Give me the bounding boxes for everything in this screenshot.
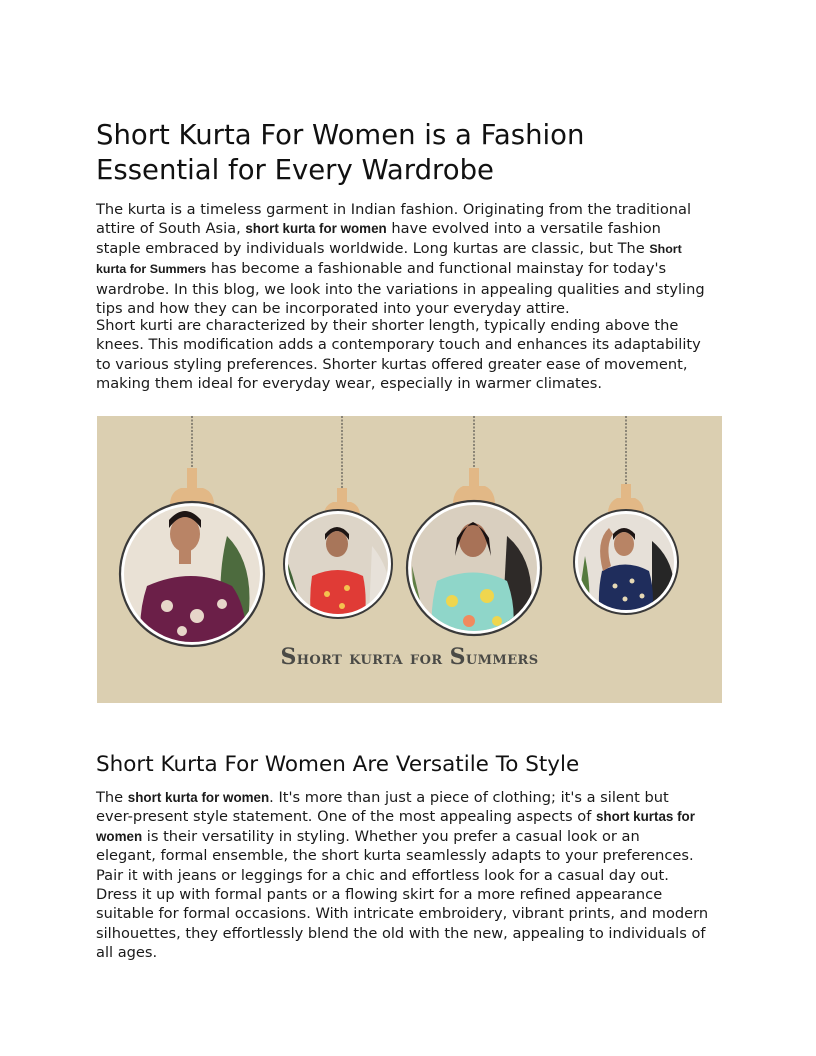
banner-caption (97, 644, 722, 670)
text-run: tips and how they can be incorporated into your everyday attire. (96, 300, 570, 318)
text-run: . It's more than just a piece of clothing; it's a silent but (269, 789, 669, 806)
text-line (96, 355, 701, 374)
text-run: have evolved into a versatile fashion (386, 220, 661, 238)
text-run: is their versatility in styling. Whether you prefer a casual look or an (142, 827, 640, 845)
text-run: staple embraced by individuals worldwide. Long kurtas are classic, but The (96, 239, 650, 257)
bold-keyword: short kurta for women (245, 221, 387, 237)
text-line (96, 316, 701, 335)
text-line (96, 200, 705, 219)
bold-keyword: short kurtas for (595, 809, 695, 825)
banner-caption-part-2: ummers (465, 647, 539, 669)
intro-paragraph (96, 200, 705, 318)
text-run: suitable for formal occasions. With intricate embroidery, vibrant prints, and modern (96, 905, 709, 923)
text-line (96, 904, 708, 923)
text-run: all ages. (96, 944, 158, 962)
text-run: wardrobe. In this blog, we look into the variations in appealing qualities and styling (96, 280, 705, 298)
text-run: to various styling preferences. Shorter kurtas offered greater ease of movement, (96, 355, 688, 373)
photo-woman-in-red-floral-kurta (282, 510, 397, 621)
text-line (96, 943, 708, 962)
text-line (96, 335, 701, 354)
text-run: Dress it up with formal pants or a flowing skirt for a more refined appearance (96, 886, 663, 904)
short-kurta-summers-banner (97, 416, 722, 703)
short-kurti-paragraph (96, 316, 701, 394)
text-line (96, 827, 708, 846)
text-run: Pair it with jeans or leggings for a chic and effortless look for a casual day out. (96, 866, 669, 884)
text-line (96, 259, 705, 279)
text-run: Short kurti are characterized by their shorter length, typically ending above the (96, 317, 679, 334)
text-line (96, 866, 708, 885)
banner-caption-part-1: hort kurta for (296, 647, 450, 669)
bold-keyword: kurta for Summers (96, 262, 207, 277)
text-line (96, 239, 705, 259)
text-run: silhouettes, they effortlessly blend the old with the new, appealing to individuals of (96, 924, 706, 942)
bold-keyword: women (96, 828, 143, 844)
bold-keyword: Short (649, 241, 682, 256)
text-line (96, 280, 705, 299)
ornament-caps (170, 468, 644, 518)
page-title: Short Kurta For Women is a Fashion Essential for Every Wardrobe (96, 119, 585, 186)
text-line (96, 219, 705, 238)
photo-woman-in-mint-floral-kurta (405, 501, 545, 641)
text-run: The (96, 789, 128, 806)
photo-woman-in-navy-printed-kurta (572, 510, 682, 616)
text-run: has become a fashionable and functional mainstay for today's (206, 260, 667, 278)
text-line (96, 807, 708, 826)
text-line (96, 374, 701, 393)
section-heading: Short Kurta For Women Are Versatile To Style (96, 752, 580, 777)
text-line (96, 885, 708, 904)
versatile-paragraph (96, 788, 708, 963)
text-line (96, 846, 708, 865)
photo-woman-in-purple-floral-kurta (117, 501, 267, 651)
hanging-strings (192, 416, 626, 488)
text-line (96, 924, 708, 943)
text-run: attire of South Asia, (96, 220, 246, 238)
text-run: elegant, formal ensemble, the short kurta seamlessly adapts to your preferences. (96, 847, 694, 865)
text-run: making them ideal for everyday wear, especially in warmer climates. (96, 375, 602, 393)
text-run: The kurta is a timeless garment in Indian fashion. Originating from the traditional (96, 201, 692, 218)
text-line (96, 788, 708, 807)
banner-caption-initial-2: S (449, 644, 466, 670)
text-run: ever-present style statement. One of the most appealing aspects of (96, 808, 596, 826)
banner-caption-initial-1: S (280, 644, 297, 670)
text-run: knees. This modification adds a contemporary touch and enhances its adaptability (96, 336, 701, 354)
bold-keyword: short kurta for women (127, 790, 270, 805)
